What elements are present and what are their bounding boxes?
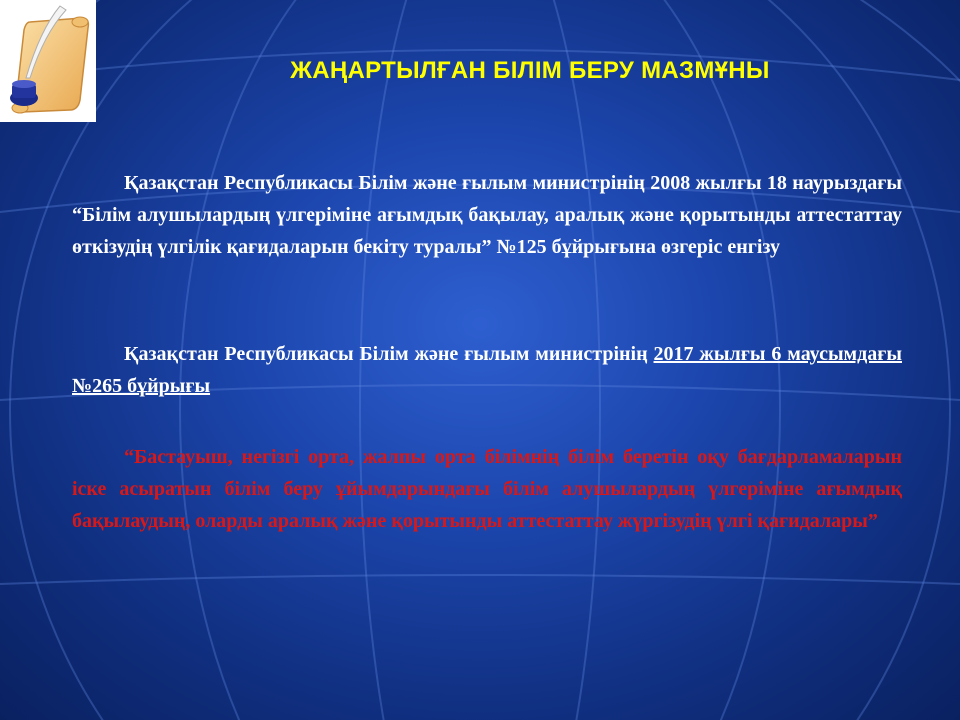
paragraph-rules-title-text: “Бастауыш, негізгі орта, жалпы орта білімнің білім беретін оқу бағдарламаларын іске асыратын білім беру ұйымдарындағы білім алушылардың үлгеріміне ағымдық бақылаудың, оларды аралық және қорытынды аттестаттау жүргізудің үлгі қағидалары” xyxy=(72,446,902,532)
slide-title: ЖАҢАРТЫЛҒАН БІЛІМ БЕРУ МАЗМҰНЫ xyxy=(290,57,770,84)
paragraph-order-2008 xyxy=(72,167,902,263)
order-2017-underlined: 2017 жылғы 6 маусымдағы №265 бұйрығы xyxy=(72,343,902,397)
paragraph-order-2017 xyxy=(72,338,902,402)
paragraph-rules-title xyxy=(72,441,902,537)
paragraph-order-2017-text: Қазақстан Республикасы Білім және ғылым министрінің xyxy=(124,343,654,365)
paragraph-order-2008-text: Қазақстан Республикасы Білім және ғылым министрінің 2008 жылғы 18 наурыздағы “Білім алушылардың үлгеріміне ағымдық бақылау, аралық және қорытынды аттестаттау өткізудің үлгілік қағидаларын бекіту туралы” №125 бұйрығына өзгеріс енгізу xyxy=(72,172,902,258)
